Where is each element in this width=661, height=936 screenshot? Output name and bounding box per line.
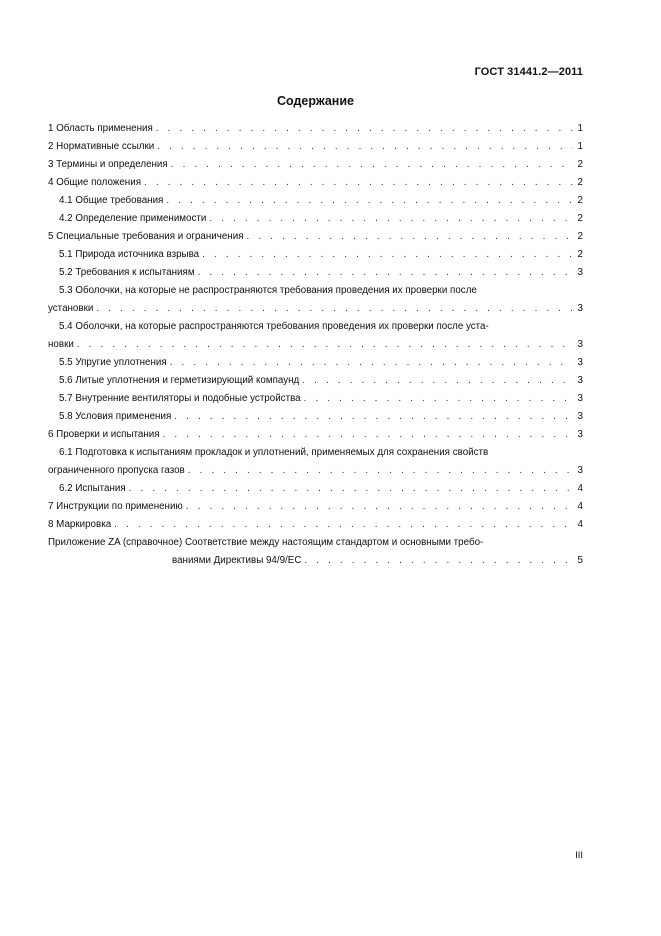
toc-entry-page: 2 <box>577 231 583 242</box>
toc-leader-dots <box>166 192 573 210</box>
page-title: Содержание <box>276 94 354 108</box>
toc-entry-page: 3 <box>577 339 583 350</box>
toc-entry-page: 3 <box>577 465 583 476</box>
toc-entry-label: 5.5 Упругие уплотнения <box>59 357 167 368</box>
toc-entry-page: 4 <box>577 519 583 530</box>
toc-entry-label: ограниченного пропуска газов <box>48 465 185 476</box>
table-of-contents <box>48 120 583 570</box>
toc-entry-label: 5.2 Требования к испытаниям <box>59 267 195 278</box>
toc-entry-page: 3 <box>577 357 583 368</box>
toc-subentry[interactable] <box>48 192 583 210</box>
toc-entry[interactable] <box>48 174 583 192</box>
toc-leader-dots <box>163 426 573 444</box>
toc-subentry[interactable] <box>48 408 583 426</box>
toc-entry-continued-line: 5.4 Оболочки, на которые распространяются требования проведения их проверки после уста- <box>59 321 489 332</box>
page-number: III <box>575 850 583 861</box>
toc-entry-label: 5 Специальные требования и ограничения <box>48 231 244 242</box>
toc-subentry[interactable] <box>48 480 583 498</box>
toc-entry-label: 4 Общие положения <box>48 177 141 188</box>
toc-entry-label: 6.2 Испытания <box>59 483 126 494</box>
toc-leader-dots <box>304 390 573 408</box>
toc-entry-page: 3 <box>577 393 583 404</box>
toc-leader-dots <box>96 300 573 318</box>
toc-entry-page: 2 <box>577 159 583 170</box>
toc-leader-dots <box>77 336 573 354</box>
toc-leader-dots <box>202 246 573 264</box>
toc-entry-label: 8 Маркировка <box>48 519 112 530</box>
toc-subentry[interactable] <box>48 354 583 372</box>
toc-entry-page: 2 <box>577 249 583 260</box>
toc-subentry[interactable] <box>48 336 583 354</box>
toc-entry-page: 2 <box>577 213 583 224</box>
toc-leader-dots <box>209 210 573 228</box>
toc-leader-dots <box>247 228 574 246</box>
toc-entry-page: 2 <box>577 195 583 206</box>
toc-entry-label: ваниями Директивы 94/9/EC <box>172 555 302 566</box>
toc-leader-dots <box>114 516 573 534</box>
toc-subentry[interactable] <box>48 372 583 390</box>
toc-entry[interactable] <box>48 498 583 516</box>
toc-entry-label: 5.6 Литые уплотнения и герметизирующий компаунд <box>59 375 300 386</box>
toc-entry-label: 4.2 Определение применимости <box>59 213 207 224</box>
toc-entry-page: 3 <box>577 429 583 440</box>
toc-entry-page: 3 <box>577 375 583 386</box>
toc-subentry[interactable] <box>48 390 583 408</box>
toc-entry-continued-line: 6.1 Подготовка к испытаниям прокладок и уплотнений, применяемых для сохранения свойств <box>59 447 489 458</box>
toc-leader-dots <box>144 174 573 192</box>
toc-leader-dots <box>188 462 573 480</box>
toc-entry-page: 3 <box>577 411 583 422</box>
toc-entry-label: 4.1 Общие требования <box>59 195 164 206</box>
toc-subentry[interactable] <box>48 462 583 480</box>
toc-entry-page: 4 <box>577 483 583 494</box>
toc-leader-dots <box>304 552 573 570</box>
toc-entry[interactable] <box>48 516 583 534</box>
toc-entry[interactable] <box>48 426 583 444</box>
toc-subentry[interactable] <box>48 264 583 282</box>
toc-entry-continued-line: 5.3 Оболочки, на которые не распространяются требования проведения их проверки после <box>59 285 477 296</box>
toc-entry-page: 3 <box>577 267 583 278</box>
toc-entry[interactable] <box>48 156 583 174</box>
toc-entry-label: 5.7 Внутренние вентиляторы и подобные устройства <box>59 393 301 404</box>
toc-entry-label: установки <box>48 303 94 314</box>
toc-entry-label: новки <box>48 339 74 350</box>
toc-leader-dots <box>156 120 573 138</box>
toc-leader-dots <box>302 372 573 390</box>
toc-entry-label: 5.1 Природа источника взрыва <box>59 249 200 260</box>
toc-entry-label: 7 Инструкции по применению <box>48 501 183 512</box>
toc-leader-dots <box>198 264 573 282</box>
toc-entry-page: 1 <box>577 141 583 152</box>
toc-leader-dots <box>157 138 573 156</box>
toc-entry-page: 1 <box>577 123 583 134</box>
toc-entry-page: 2 <box>577 177 583 188</box>
toc-leader-dots <box>174 408 573 426</box>
toc-entry-page: 5 <box>577 555 583 566</box>
toc-entry[interactable] <box>48 228 583 246</box>
toc-entry-label: 2 Нормативные ссылки <box>48 141 155 152</box>
toc-entry[interactable] <box>48 120 583 138</box>
toc-appendix-first-line: Приложение ZA (справочное) Соответствие между настоящим стандартом и основными требо- <box>48 537 484 548</box>
toc-leader-dots <box>186 498 573 516</box>
toc-subentry[interactable] <box>48 246 583 264</box>
toc-subentry[interactable] <box>48 300 583 318</box>
toc-entry-page: 3 <box>577 303 583 314</box>
toc-entry-label: 6 Проверки и испытания <box>48 429 160 440</box>
document-id: ГОСТ 31441.2—2011 <box>474 66 583 78</box>
toc-entry-label: 1 Область применения <box>48 123 153 134</box>
toc-leader-dots <box>171 156 573 174</box>
toc-entry[interactable] <box>48 138 583 156</box>
toc-entry-label: 3 Термины и определения <box>48 159 168 170</box>
toc-appendix-entry[interactable] <box>48 552 583 570</box>
toc-subentry[interactable] <box>48 210 583 228</box>
toc-entry-page: 4 <box>577 501 583 512</box>
toc-leader-dots <box>129 480 573 498</box>
toc-leader-dots <box>170 354 573 372</box>
toc-entry-label: 5.8 Условия применения <box>59 411 172 422</box>
